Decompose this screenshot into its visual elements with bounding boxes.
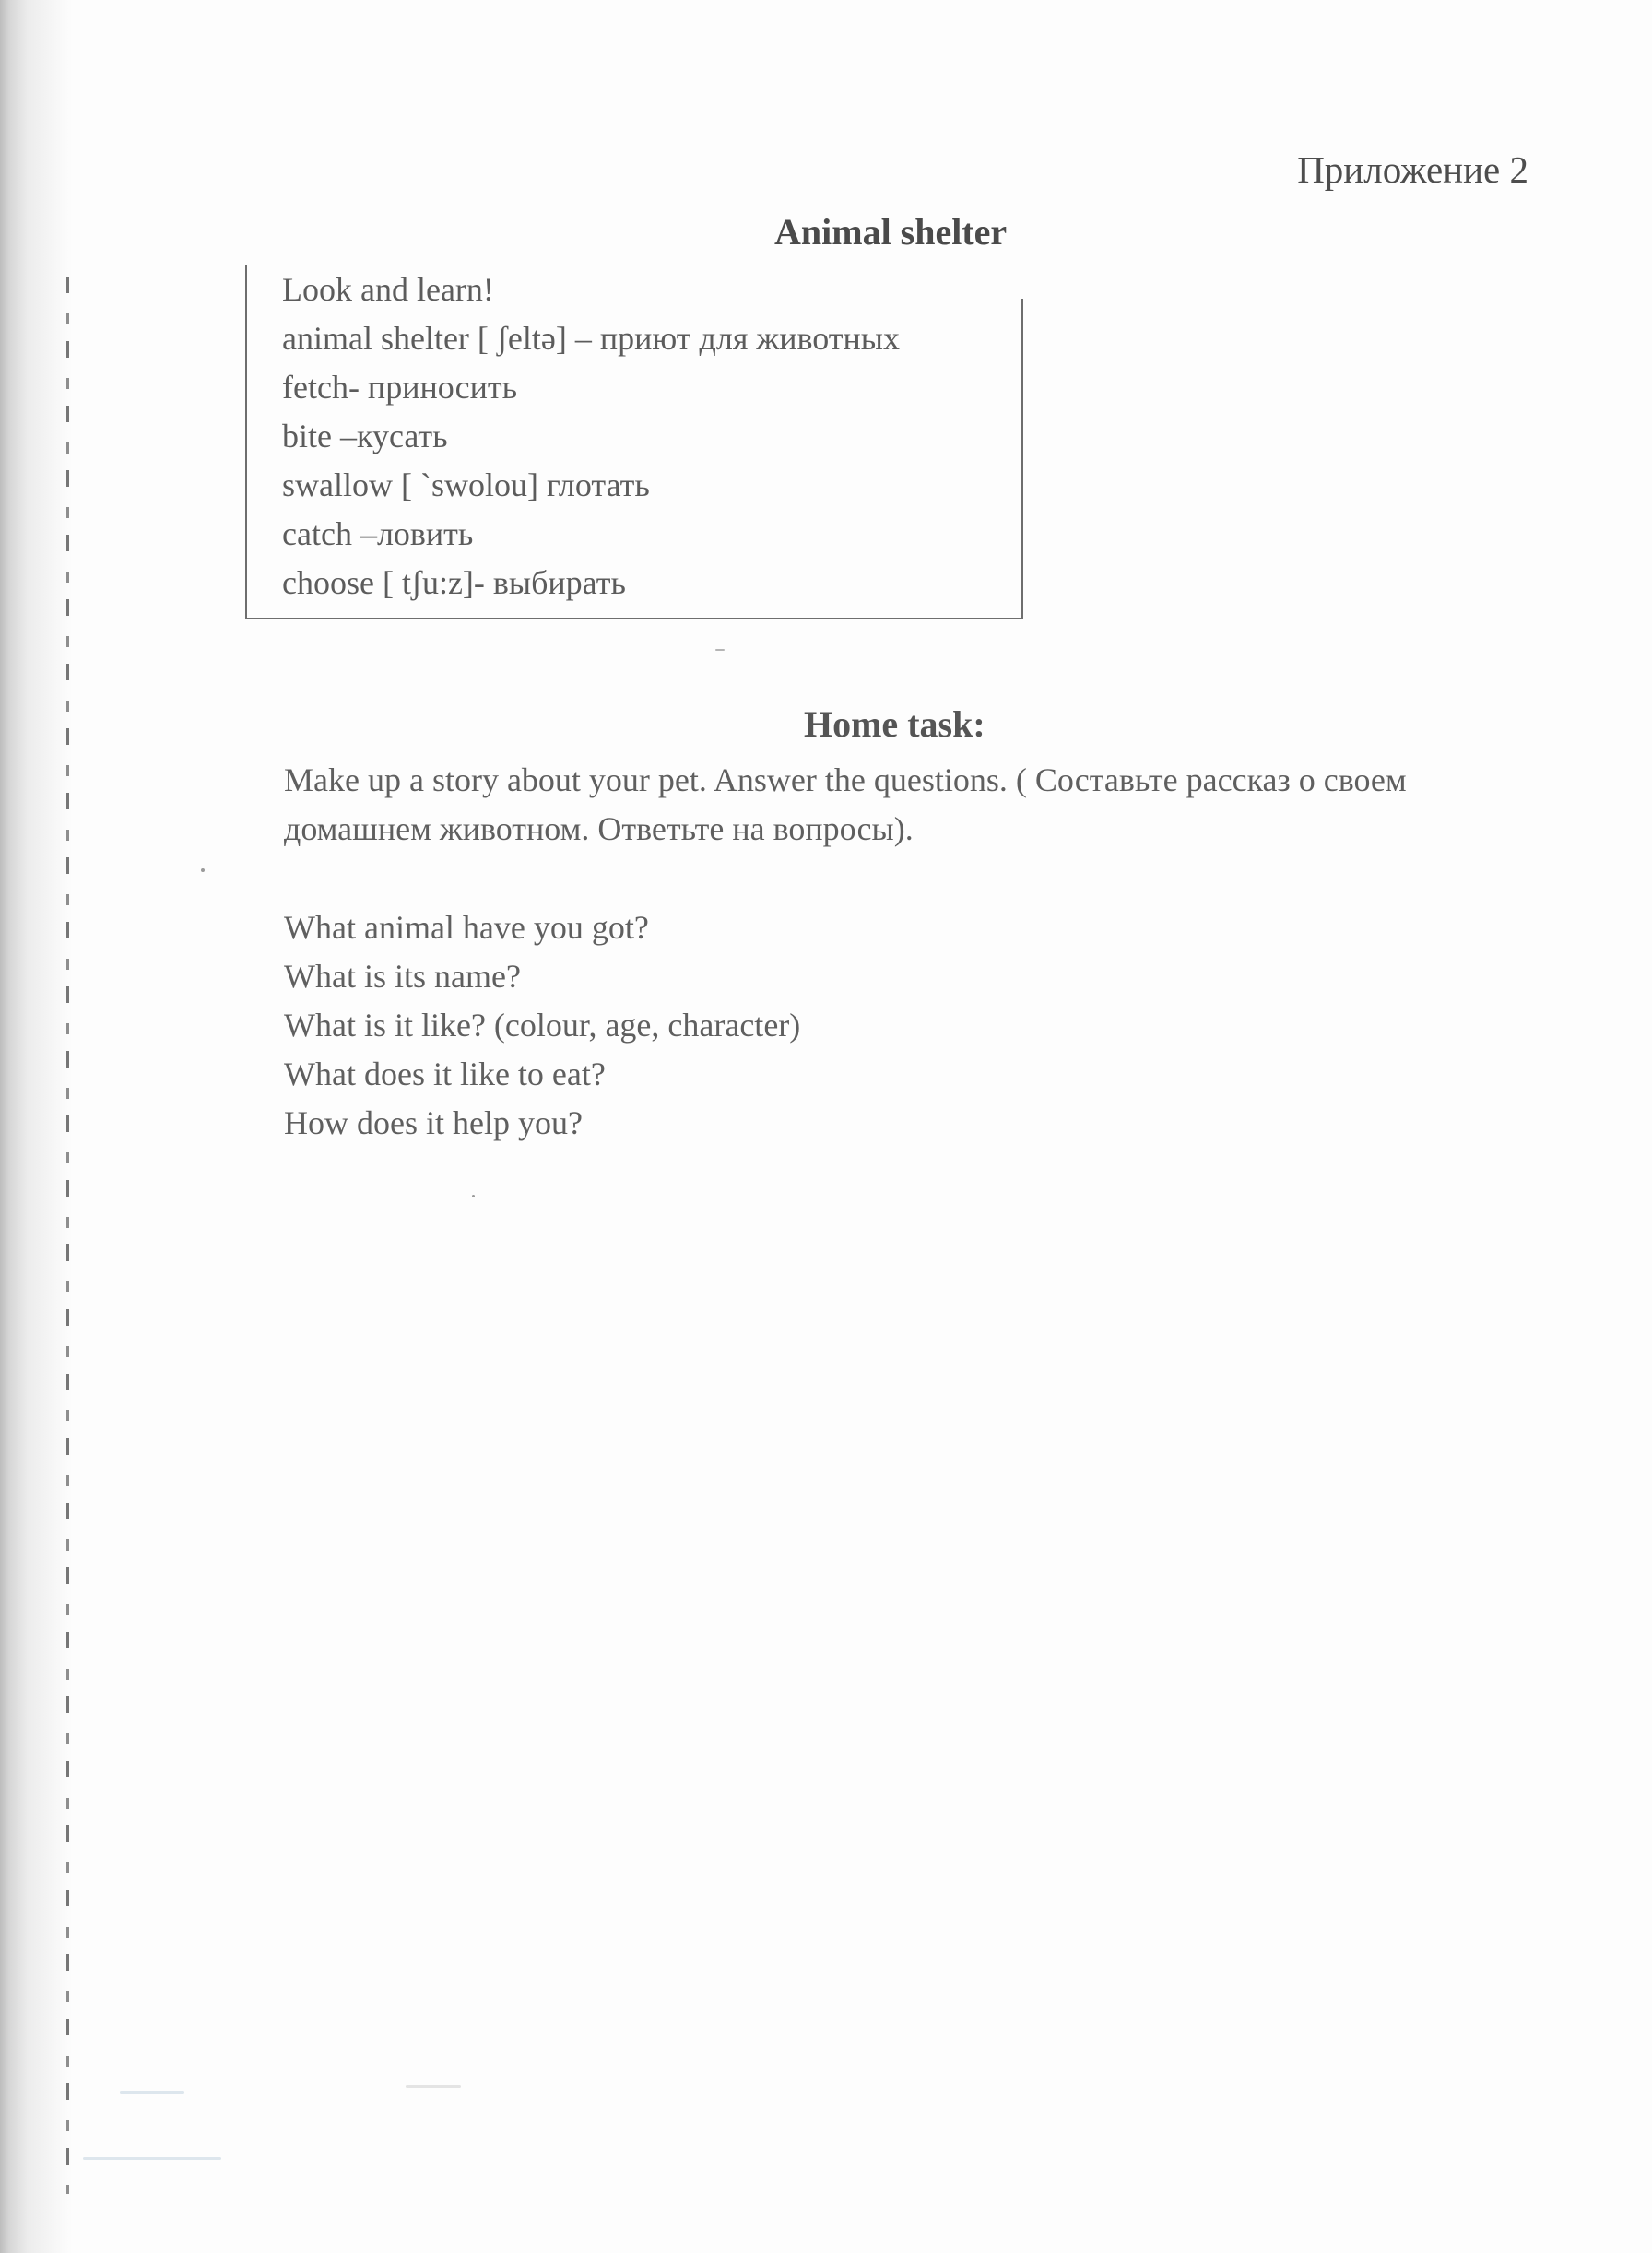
scan-smudge (120, 2091, 184, 2094)
vocabulary-box (245, 265, 1023, 619)
vocabulary-item: catch –ловить (282, 515, 474, 552)
home-task-instruction: Make up a story about your pet. Answer the questions. ( Составьте рассказ о своем домашнем животном. Ответьте на вопросы). (284, 761, 1407, 847)
scan-edge-marks (66, 277, 69, 2194)
vocabulary-item: fetch- приносить (282, 369, 518, 406)
question-item: What is its name? (284, 958, 521, 995)
home-task-heading: Home task: (804, 703, 985, 745)
scan-edge-shadow (0, 0, 72, 2253)
vocabulary-item: swallow [ `swolou] глотать (282, 466, 650, 503)
vocabulary-box-bottom-border (245, 618, 1023, 619)
vocabulary-item: bite –кусать (282, 418, 448, 454)
vocabulary-intro: Look and learn! (282, 271, 494, 308)
question-list (284, 903, 800, 1148)
appendix-label: Приложение 2 (1297, 148, 1528, 191)
question-item: How does it help you? (284, 1104, 583, 1141)
vocabulary-box-right-border (1021, 299, 1023, 619)
scan-speck (201, 868, 205, 872)
vocabulary-box-left-border (245, 265, 247, 619)
vocabulary-item: animal shelter [ ʃeltə] – приют для животных (282, 320, 900, 357)
vocabulary-list (282, 265, 900, 607)
question-item: What does it like to eat? (284, 1056, 606, 1092)
scan-speck (715, 649, 725, 651)
question-item: What is it like? (colour, age, character) (284, 1007, 801, 1044)
document-title: Animal shelter (774, 211, 1008, 253)
question-item: What animal have you got? (284, 909, 649, 946)
scan-speck (472, 1195, 475, 1197)
vocabulary-item: choose [ tʃu:z]- выбирать (282, 564, 626, 601)
scan-smudge (406, 2085, 461, 2088)
scan-smudge (83, 2157, 221, 2160)
